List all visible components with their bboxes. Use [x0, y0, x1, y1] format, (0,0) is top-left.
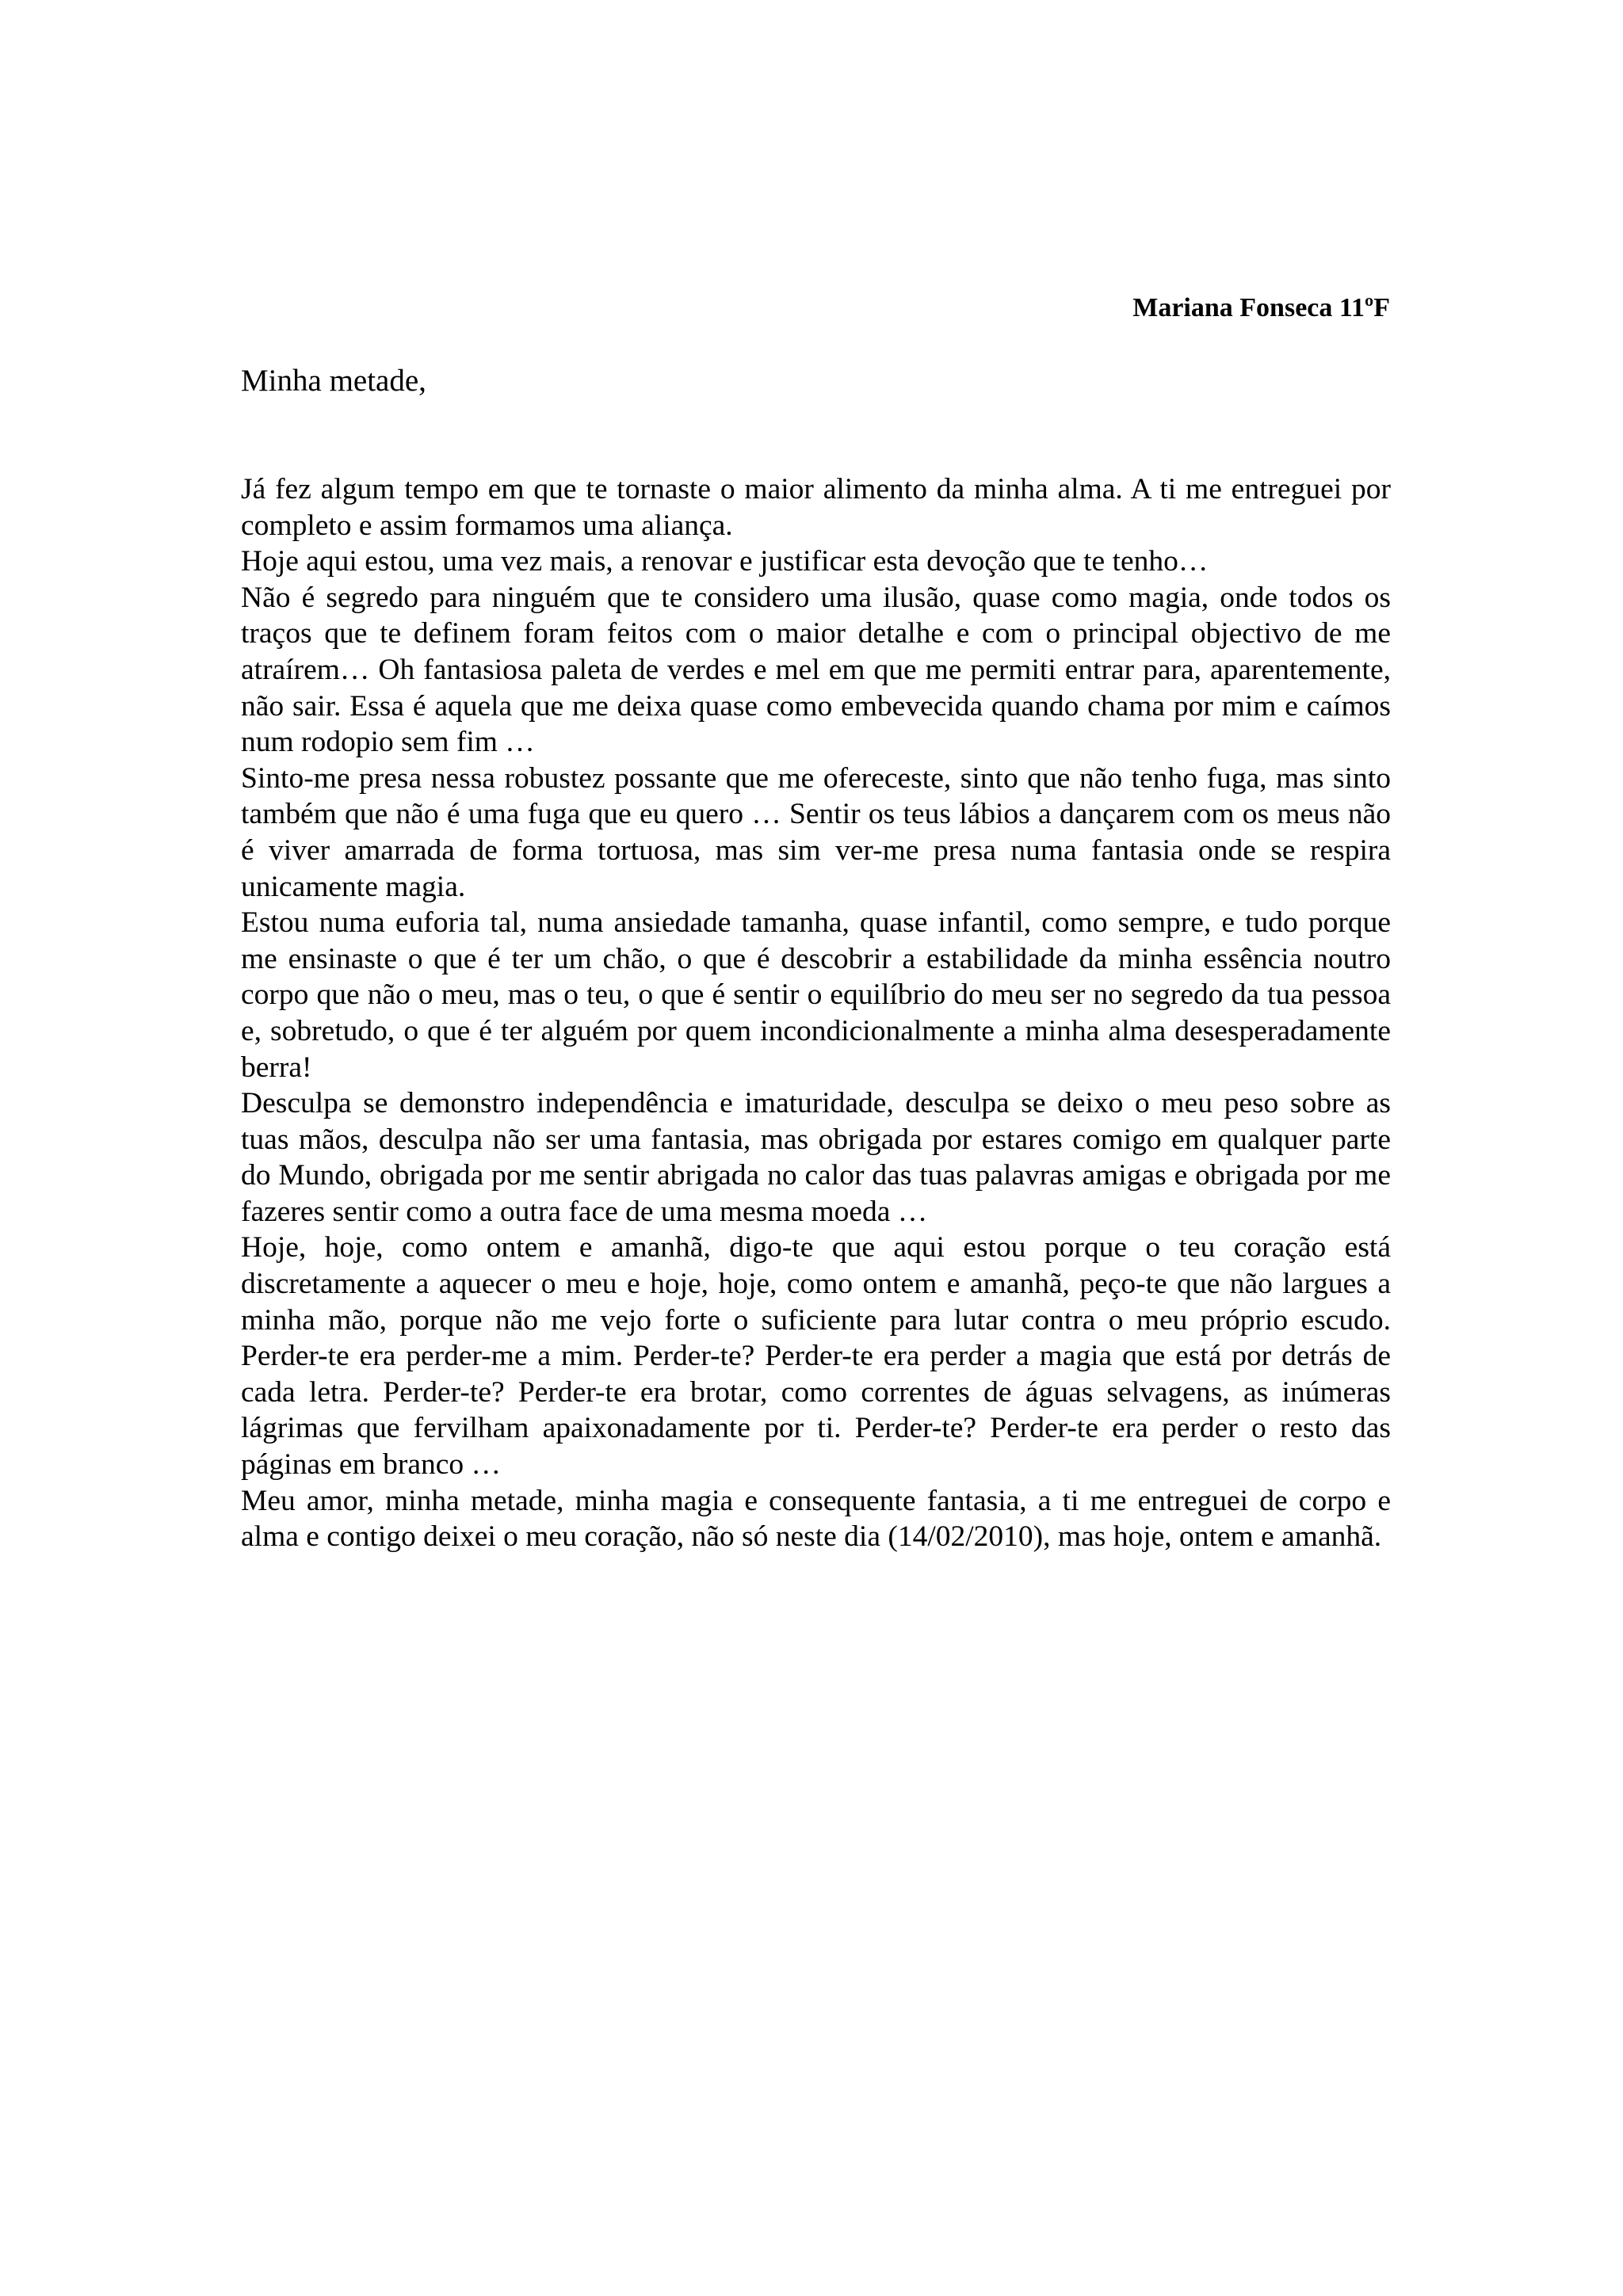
paragraph: Não é segredo para ninguém que te considero uma ilusão, quase como magia, onde todos os traços que te definem foram feitos com o maior detalhe e com o principal objectivo de me atraírem… Oh fantasiosa paleta de verdes e mel em que me permiti entrar para, aparentemente, não sair. Essa é aquela que me deixa quase como embevecida quando chama por mim e caímos num rodopio sem fim …	[241, 581, 1391, 759]
letter-body	[241, 471, 1391, 1555]
paragraph: Sinto-me presa nessa robustez possante que me ofereceste, sinto que não tenho fuga, mas sinto também que não é uma fuga que eu quero … Sentir os teus lábios a dançarem com os meus não é viver amarrada de forma tortuosa, mas sim ver-me presa numa fantasia onde se respira unicamente magia.	[241, 761, 1391, 903]
paragraph: Desculpa se demonstro independência e imaturidade, desculpa se deixo o meu peso sobre as tuas mãos, desculpa não ser uma fantasia, mas obrigada por estares comigo em qualquer parte do Mundo, obrigada por me sentir abrigada no calor das tuas palavras amigas e obrigada por me fazeres sentir como a outra face de uma mesma moeda …	[241, 1087, 1391, 1228]
salutation: Minha metade,	[241, 364, 426, 398]
author-name: Mariana Fonseca 11ºF	[1132, 293, 1390, 322]
paragraph: Meu amor, minha metade, minha magia e consequente fantasia, a ti me entreguei de corpo e alma e contigo deixei o meu coração, não só neste dia (14/02/2010), mas hoje, ontem e amanhã.	[241, 1484, 1391, 1554]
paragraph: Já fez algum tempo em que te tornaste o maior alimento da minha alma. A ti me entreguei por completo e assim formamos uma aliança.	[241, 473, 1391, 542]
paragraph: Hoje, hoje, como ontem e amanhã, digo-te que aqui estou porque o teu coração está discretamente a aquecer o meu e hoje, hoje, como ontem e amanhã, peço-te que não largues a minha mão, porque não me vejo forte o suficiente para lutar contra o meu próprio escudo. Perder-te era perder-me a mim. Perder-te? Perder-te era perder a magia que está por detrás de cada letra. Perder-te? Perder-te era brotar, como correntes de águas selvagens, as inúmeras lágrimas que fervilham apaixonadamente por ti. Perder-te? Perder-te era perder o resto das páginas em branco …	[241, 1231, 1391, 1482]
paragraph: Estou numa euforia tal, numa ansiedade tamanha, quase infantil, como sempre, e tudo porque me ensinaste o que é ter um chão, o que é descobrir a estabilidade da minha essência noutro corpo que não o meu, mas o teu, o que é sentir o equilíbrio do meu ser no segredo da tua pessoa e, sobretudo, o que é ter alguém por quem incondicionalmente a minha alma desesperadamente berra!	[241, 906, 1391, 1084]
paragraph: Hoje aqui estou, uma vez mais, a renovar e justificar esta devoção que te tenho…	[241, 545, 1209, 578]
